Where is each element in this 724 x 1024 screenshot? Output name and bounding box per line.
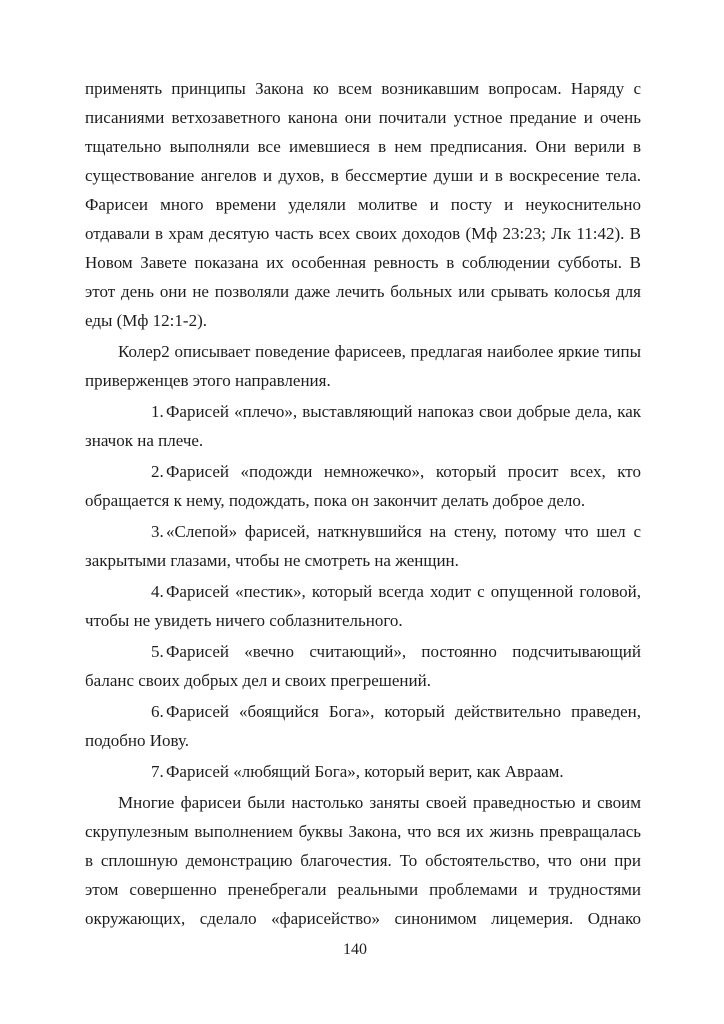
- list-number: 4.: [151, 582, 164, 601]
- list-item: [85, 637, 641, 695]
- list-number: 1.: [151, 402, 164, 421]
- text-body: [85, 74, 641, 935]
- list-number: 2.: [151, 462, 164, 481]
- list-item: [85, 397, 641, 455]
- list-item-text: Фарисей «вечно считающий», постоянно подсчитывающий баланс своих добрых дел и своих прегрешений.: [85, 642, 641, 690]
- list-item: [85, 697, 641, 755]
- list-number: 6.: [151, 702, 164, 721]
- list-item-text: Фарисей «пестик», который всегда ходит с опущенной головой, чтобы не увидеть ничего соблазнительного.: [85, 582, 641, 630]
- paragraph: Колер2 описывает поведение фарисеев, предлагая наиболее яркие типы приверженцев этого направления.: [85, 342, 641, 390]
- list-item: [85, 577, 641, 635]
- list-item-text: Фарисей «подожди немножечко», который просит всех, кто обращается к нему, подождать, пока он закончит делать доброе дело.: [85, 462, 641, 510]
- paragraph: применять принципы Закона ко всем возникавшим вопросам. Наряду с писаниями ветхозаветного канона они почитали устное предание и очень тщательно выполняли все имевшиеся в нем предписания. Они верили в существование ангелов и духов, в бессмертие души и в воскресение тела. Фарисеи много времени уделяли молитве и посту и неукоснительно отдавали в храм десятую часть всех своих доходов (Мф 23:23; Лк 11:42). В Новом Завете показана их особенная ревность в соблюдении субботы. В этот день они не позволяли даже лечить больных или срывать колосья для еды (Мф 12:1-2).: [85, 79, 641, 330]
- page-number: 140: [343, 941, 367, 958]
- list-item-text: Фарисей «любящий Бога», который верит, как Авраам.: [166, 762, 564, 781]
- list-number: 3.: [151, 522, 164, 541]
- list-number: 7.: [151, 762, 164, 781]
- list-item-text: Фарисей «боящийся Бога», который действительно праведен, подобно Иову.: [85, 702, 641, 750]
- list-number: 5.: [151, 642, 164, 661]
- list-item: [85, 517, 641, 575]
- list-item: [85, 457, 641, 515]
- list-item-text: Фарисей «плечо», выставляющий напоказ свои добрые дела, как значок на плече.: [85, 402, 641, 450]
- list-item: [85, 757, 641, 786]
- list-item-text: «Слепой» фарисей, наткнувшийся на стену, потому что шел с закрытыми глазами, чтобы не смотреть на женщин.: [85, 522, 641, 570]
- paragraph: Многие фарисеи были настолько заняты своей праведностью и своим скрупулезным выполнением буквы Закона, что вся их жизнь превращалась в сплошную демонстрацию благочестия. То обстоятельство, что они при этом совершенно пренебрегали реальными проблемами и трудностями окружающих, сделало «фарисейство» синонимом лицемерия. Однако: [85, 793, 641, 928]
